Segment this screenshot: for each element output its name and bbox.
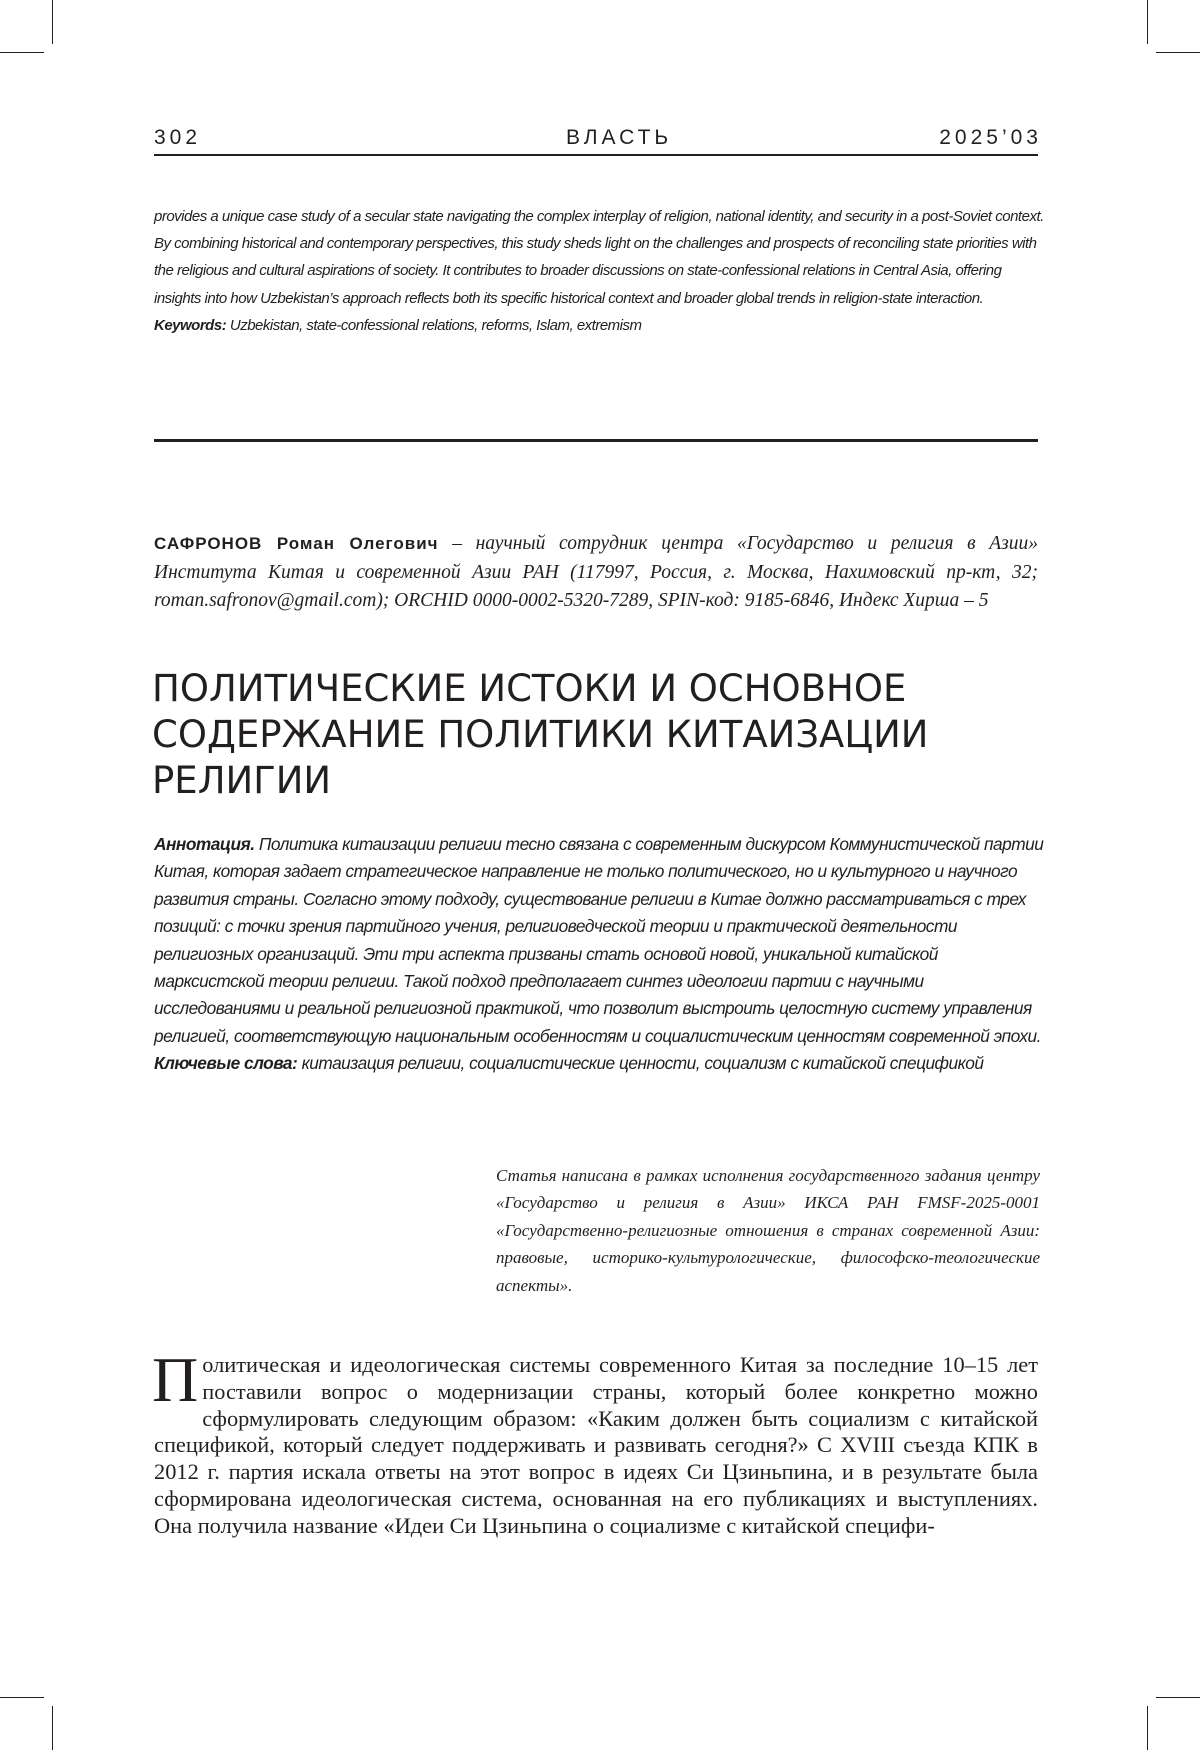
russian-abstract-label: Аннотация.	[154, 834, 255, 854]
russian-keywords-label: Ключевые слова:	[154, 1053, 298, 1074]
russian-abstract	[154, 831, 1044, 1078]
english-abstract	[154, 203, 1044, 339]
issue-number: 2025’03	[939, 126, 1042, 149]
funding-note: Статья написана в рамках исполнения государственного задания центру «Государство и религия в Азии» ИКСА РАН FMSF-2025-0001 «Государственно-религиозные отношения в странах современной Азии: правовые, историко-культурологические, философско-теологические аспекты».	[496, 1166, 1040, 1295]
english-keywords-label: Keywords:	[154, 316, 227, 334]
crop-mark-bottom-left-horizontal	[0, 1697, 44, 1698]
russian-keywords	[154, 1050, 1044, 1077]
english-abstract-paragraph-1: provides a unique case study of a secular state navigating the complex interplay of religion, national identity, and security in a post-Soviet context.	[154, 208, 1044, 225]
crop-mark-top-right-horizontal	[1156, 52, 1200, 53]
crop-mark-top-right-vertical	[1147, 0, 1148, 44]
article-title: ПОЛИТИЧЕСКИЕ ИСТОКИ И ОСНОВНОЕ СОДЕРЖАНИЕ ПОЛИТИКИ КИТАИЗАЦИИ РЕЛИГИИ	[152, 667, 929, 802]
crop-mark-bottom-left-vertical	[52, 1706, 53, 1750]
author-info	[154, 530, 1038, 616]
english-keywords-text: Uzbekistan, state-confessional relations, reforms, Islam, extremism	[226, 316, 642, 334]
page-number: 302	[154, 126, 202, 149]
header-rule	[154, 154, 1038, 156]
author-bio: – научный сотрудник центра «Государство и религия в Азии» Института Китая и современной Азии РАН (117997, Россия, г. Москва, Нахимовский пр-кт, 32; roman.safronov@gmail.com); ORCHID 0000-0002-5320-7289, SPIN-код: 9185-6846, Индекс Хирша – 5	[154, 533, 1038, 611]
running-header	[154, 126, 1042, 150]
russian-abstract-text: Политика китаизации религии тесно связана с современным дискурсом Коммунистической партии Китая, которая задает стратегическое направление не только политического, но и культурного и научного развития страны. Согласно этому подходу, существование религии в Китае должно рассматриваться с трех позиций: с точки зрения партийного учения, религиоведческой теории и практической деятельности религиозных организаций. Эти три аспекта призваны стать основой новой, уникальной китайской марксистской теории религии. Такой подход предполагает синтез идеологии партии с научными исследованиями и реальной религиозной практикой, что позволит выстроить целостную систему управления религией, соответствующую национальным особенностям и социалистическим ценностям современной эпохи.	[154, 834, 1044, 1046]
body-paragraph	[152, 1344, 1038, 1540]
crop-mark-top-left-horizontal	[0, 52, 44, 53]
russian-keywords-text: китаизация религии, социалистические ценности, социализм с китайской спецификой	[297, 1053, 984, 1074]
crop-mark-bottom-right-horizontal	[1156, 1697, 1200, 1698]
russian-abstract-paragraph	[154, 831, 1044, 1050]
section-divider	[154, 439, 1038, 442]
english-keywords	[154, 312, 1044, 339]
journal-name: ВЛАСТЬ	[566, 126, 673, 149]
english-abstract-paragraph-2: By combining historical and contemporary perspectives, this study sheds light on the challenges and prospects of reconciling state priorities with the religious and cultural aspirations of society. It contributes to broader discussions on state-confessional relations in Central Asia, offering insights into how Uzbekistan’s approach reflects both its specific historical context and broader global trends in religion-state interaction.	[154, 235, 1037, 307]
drop-cap: П	[152, 1344, 199, 1415]
author-name: САФРОНОВ Роман Олегович	[154, 534, 439, 553]
crop-mark-top-left-vertical	[52, 0, 53, 44]
body-text: олитическая и идеологическая системы современного Китая за последние 10–15 лет поставили вопрос о модернизации страны, который более конкретно можно сформулировать следующим образом: «Каким должен быть социализм с китайской спецификой, который следует поддерживать и развивать сегодня?» С XVIII съезда КПК в 2012 г. партия искала ответы на этот вопрос в идеях Си Цзиньпина, и в результате была сформирована идеологическая система, основанная на его публикациях и выступлениях. Она получила название «Идеи Си Цзиньпина о социализме с китайской специфи-	[154, 1352, 1038, 1538]
crop-mark-bottom-right-vertical	[1147, 1706, 1148, 1750]
